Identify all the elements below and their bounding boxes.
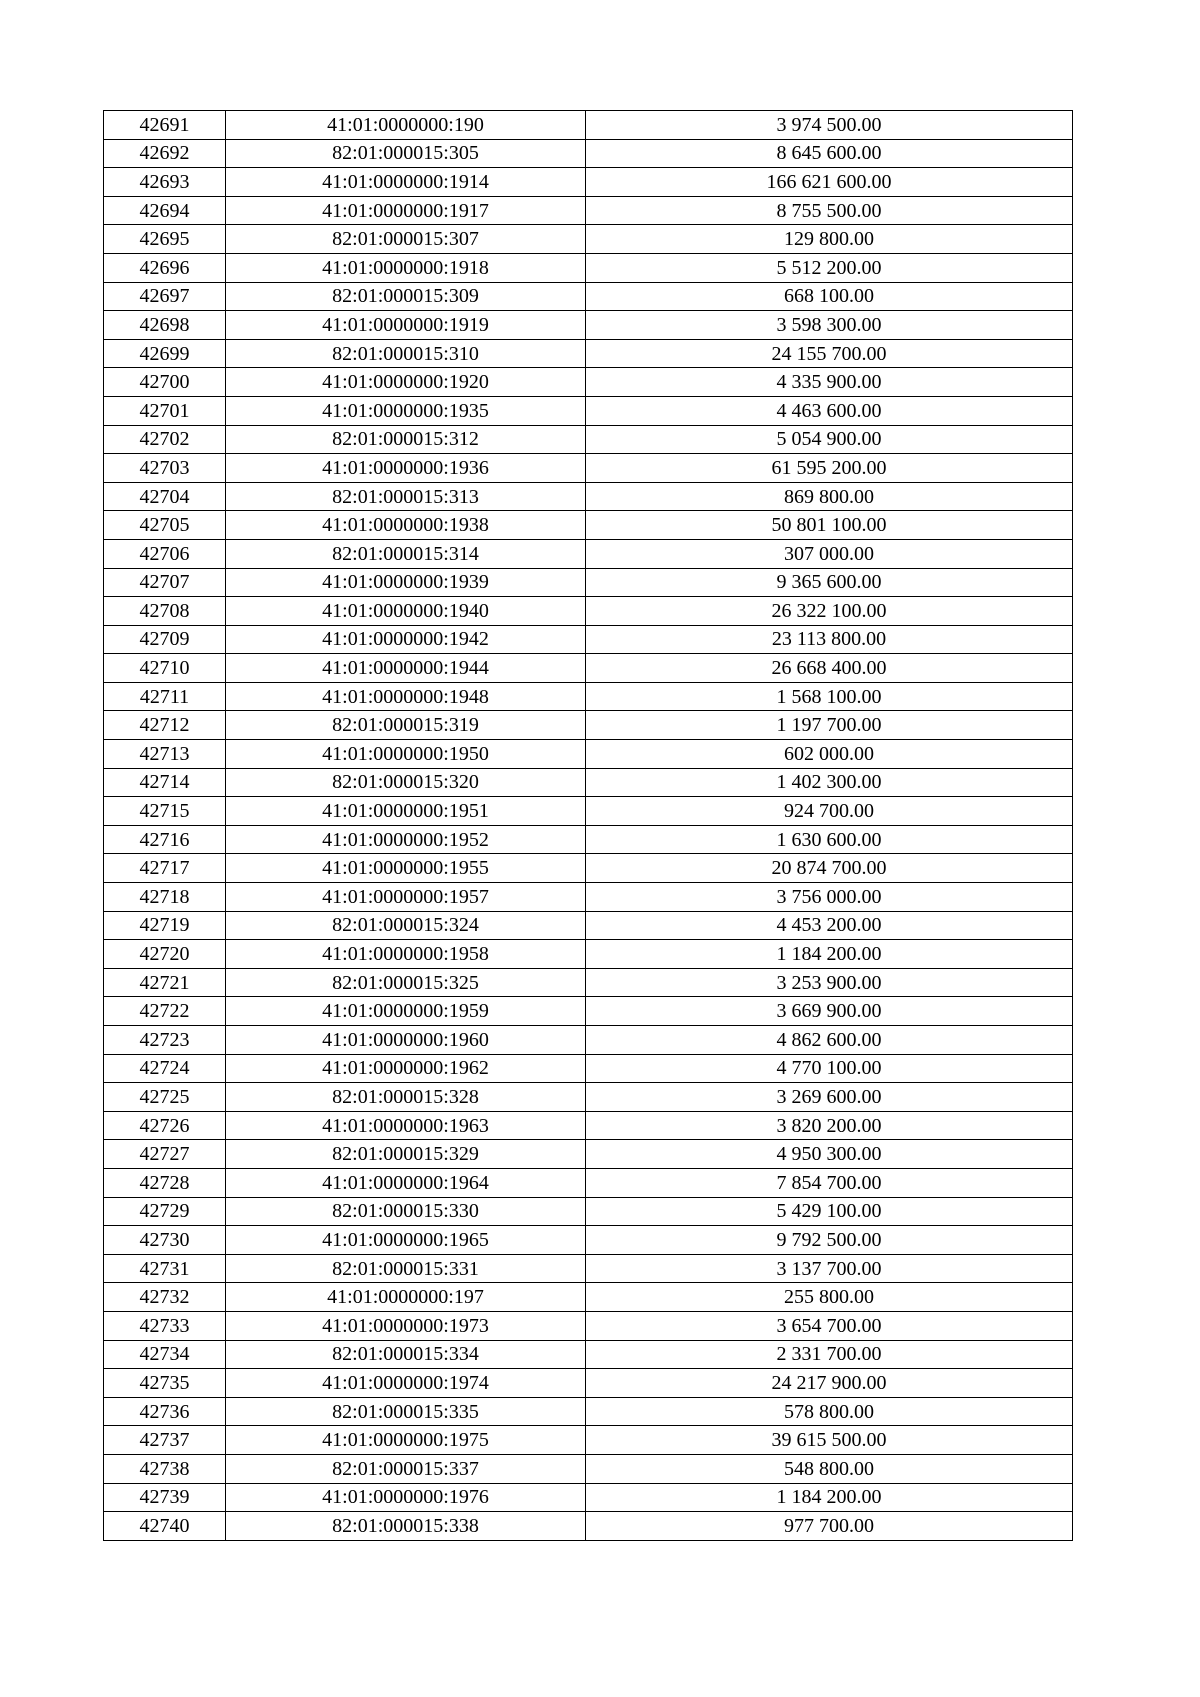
cadastral-value-cell: 5 054 900.00 xyxy=(586,425,1073,454)
cadastral-value-cell: 3 820 200.00 xyxy=(586,1111,1073,1140)
table-row xyxy=(104,854,1073,883)
row-number-cell: 42703 xyxy=(104,454,226,483)
cadastral-value-cell: 1 184 200.00 xyxy=(586,1483,1073,1512)
cadastral-number-cell: 41:01:0000000:1942 xyxy=(226,625,586,654)
cadastral-number-cell: 41:01:0000000:1962 xyxy=(226,1054,586,1083)
table-row xyxy=(104,396,1073,425)
row-number-cell: 42692 xyxy=(104,139,226,168)
cadastral-value-cell: 869 800.00 xyxy=(586,482,1073,511)
row-number-cell: 42730 xyxy=(104,1226,226,1255)
cadastral-value-cell: 9 792 500.00 xyxy=(586,1226,1073,1255)
row-number-cell: 42707 xyxy=(104,568,226,597)
row-number-cell: 42702 xyxy=(104,425,226,454)
table-row xyxy=(104,1111,1073,1140)
cadastral-number-cell: 41:01:0000000:1965 xyxy=(226,1226,586,1255)
cadastral-value-cell: 61 595 200.00 xyxy=(586,454,1073,483)
row-number-cell: 42719 xyxy=(104,911,226,940)
cadastral-value-cell: 602 000.00 xyxy=(586,740,1073,769)
cadastral-value-cell: 26 668 400.00 xyxy=(586,654,1073,683)
cadastral-value-cell: 3 654 700.00 xyxy=(586,1311,1073,1340)
row-number-cell: 42734 xyxy=(104,1340,226,1369)
row-number-cell: 42738 xyxy=(104,1454,226,1483)
row-number-cell: 42710 xyxy=(104,654,226,683)
row-number-cell: 42716 xyxy=(104,825,226,854)
table-row xyxy=(104,1483,1073,1512)
cadastral-number-cell: 41:01:0000000:1936 xyxy=(226,454,586,483)
table-row xyxy=(104,111,1073,140)
cadastral-number-cell: 41:01:0000000:1914 xyxy=(226,168,586,197)
table-row xyxy=(104,1168,1073,1197)
table-row xyxy=(104,1026,1073,1055)
row-number-cell: 42698 xyxy=(104,311,226,340)
table-row xyxy=(104,768,1073,797)
cadastral-value-cell: 3 269 600.00 xyxy=(586,1083,1073,1112)
cadastral-value-cell: 50 801 100.00 xyxy=(586,511,1073,540)
table-row xyxy=(104,139,1073,168)
table-row xyxy=(104,196,1073,225)
table-row xyxy=(104,597,1073,626)
cadastral-value-cell: 9 365 600.00 xyxy=(586,568,1073,597)
cadastral-value-cell: 166 621 600.00 xyxy=(586,168,1073,197)
row-number-cell: 42708 xyxy=(104,597,226,626)
row-number-cell: 42729 xyxy=(104,1197,226,1226)
cadastral-number-cell: 41:01:0000000:1976 xyxy=(226,1483,586,1512)
table-row xyxy=(104,482,1073,511)
cadastral-number-cell: 82:01:000015:337 xyxy=(226,1454,586,1483)
cadastral-number-cell: 82:01:000015:334 xyxy=(226,1340,586,1369)
cadastral-value-cell: 1 630 600.00 xyxy=(586,825,1073,854)
cadastral-value-cell: 668 100.00 xyxy=(586,282,1073,311)
cadastral-number-cell: 82:01:000015:310 xyxy=(226,339,586,368)
cadastral-value-cell: 1 402 300.00 xyxy=(586,768,1073,797)
cadastral-value-cell: 3 598 300.00 xyxy=(586,311,1073,340)
row-number-cell: 42696 xyxy=(104,253,226,282)
table-row xyxy=(104,568,1073,597)
table-row xyxy=(104,1369,1073,1398)
cadastral-value-cell: 4 463 600.00 xyxy=(586,396,1073,425)
cadastral-value-cell: 24 217 900.00 xyxy=(586,1369,1073,1398)
table-row xyxy=(104,511,1073,540)
cadastral-value-cell: 3 756 000.00 xyxy=(586,883,1073,912)
cadastral-number-cell: 82:01:000015:312 xyxy=(226,425,586,454)
cadastral-number-cell: 41:01:0000000:1957 xyxy=(226,883,586,912)
cadastral-number-cell: 82:01:000015:313 xyxy=(226,482,586,511)
cadastral-value-table xyxy=(103,110,1073,1541)
table-row xyxy=(104,1454,1073,1483)
table-row xyxy=(104,654,1073,683)
cadastral-number-cell: 82:01:000015:324 xyxy=(226,911,586,940)
table-row xyxy=(104,425,1073,454)
cadastral-number-cell: 41:01:0000000:1920 xyxy=(226,368,586,397)
row-number-cell: 42711 xyxy=(104,682,226,711)
cadastral-value-cell: 3 137 700.00 xyxy=(586,1254,1073,1283)
table-row xyxy=(104,1512,1073,1541)
cadastral-value-cell: 8 645 600.00 xyxy=(586,139,1073,168)
table-row xyxy=(104,1283,1073,1312)
cadastral-number-cell: 41:01:0000000:1917 xyxy=(226,196,586,225)
row-number-cell: 42714 xyxy=(104,768,226,797)
table-row xyxy=(104,1140,1073,1169)
cadastral-number-cell: 41:01:0000000:1938 xyxy=(226,511,586,540)
row-number-cell: 42691 xyxy=(104,111,226,140)
cadastral-number-cell: 41:01:0000000:1918 xyxy=(226,253,586,282)
row-number-cell: 42700 xyxy=(104,368,226,397)
cadastral-number-cell: 41:01:0000000:1950 xyxy=(226,740,586,769)
cadastral-value-cell: 7 854 700.00 xyxy=(586,1168,1073,1197)
cadastral-value-cell: 578 800.00 xyxy=(586,1397,1073,1426)
cadastral-number-cell: 41:01:0000000:1958 xyxy=(226,940,586,969)
table-row xyxy=(104,682,1073,711)
row-number-cell: 42693 xyxy=(104,168,226,197)
row-number-cell: 42699 xyxy=(104,339,226,368)
table-row xyxy=(104,1054,1073,1083)
cadastral-number-cell: 82:01:000015:320 xyxy=(226,768,586,797)
cadastral-value-cell: 129 800.00 xyxy=(586,225,1073,254)
table-row xyxy=(104,253,1073,282)
cadastral-number-cell: 82:01:000015:314 xyxy=(226,539,586,568)
row-number-cell: 42709 xyxy=(104,625,226,654)
table-row xyxy=(104,711,1073,740)
row-number-cell: 42712 xyxy=(104,711,226,740)
table-row xyxy=(104,225,1073,254)
cadastral-number-cell: 41:01:0000000:1952 xyxy=(226,825,586,854)
cadastral-number-cell: 41:01:0000000:1955 xyxy=(226,854,586,883)
table-row xyxy=(104,1311,1073,1340)
cadastral-number-cell: 82:01:000015:335 xyxy=(226,1397,586,1426)
cadastral-number-cell: 82:01:000015:307 xyxy=(226,225,586,254)
table-row xyxy=(104,311,1073,340)
row-number-cell: 42739 xyxy=(104,1483,226,1512)
row-number-cell: 42722 xyxy=(104,997,226,1026)
row-number-cell: 42732 xyxy=(104,1283,226,1312)
row-number-cell: 42728 xyxy=(104,1168,226,1197)
cadastral-number-cell: 82:01:000015:331 xyxy=(226,1254,586,1283)
table-row xyxy=(104,539,1073,568)
table-row xyxy=(104,1426,1073,1455)
table-row xyxy=(104,997,1073,1026)
row-number-cell: 42715 xyxy=(104,797,226,826)
table-row xyxy=(104,625,1073,654)
cadastral-value-cell: 5 429 100.00 xyxy=(586,1197,1073,1226)
cadastral-number-cell: 82:01:000015:319 xyxy=(226,711,586,740)
table-row xyxy=(104,740,1073,769)
table-row xyxy=(104,940,1073,969)
cadastral-value-cell: 39 615 500.00 xyxy=(586,1426,1073,1455)
table-row xyxy=(104,1340,1073,1369)
cadastral-number-cell: 82:01:000015:305 xyxy=(226,139,586,168)
row-number-cell: 42694 xyxy=(104,196,226,225)
table-row xyxy=(104,1397,1073,1426)
cadastral-value-cell: 2 331 700.00 xyxy=(586,1340,1073,1369)
table-body xyxy=(104,111,1073,1541)
cadastral-number-cell: 41:01:0000000:1919 xyxy=(226,311,586,340)
cadastral-value-cell: 8 755 500.00 xyxy=(586,196,1073,225)
cadastral-value-cell: 1 568 100.00 xyxy=(586,682,1073,711)
row-number-cell: 42727 xyxy=(104,1140,226,1169)
table-row xyxy=(104,454,1073,483)
cadastral-value-cell: 307 000.00 xyxy=(586,539,1073,568)
row-number-cell: 42695 xyxy=(104,225,226,254)
row-number-cell: 42724 xyxy=(104,1054,226,1083)
row-number-cell: 42718 xyxy=(104,883,226,912)
row-number-cell: 42733 xyxy=(104,1311,226,1340)
cadastral-value-cell: 1 197 700.00 xyxy=(586,711,1073,740)
cadastral-number-cell: 41:01:0000000:1951 xyxy=(226,797,586,826)
cadastral-number-cell: 82:01:000015:329 xyxy=(226,1140,586,1169)
row-number-cell: 42723 xyxy=(104,1026,226,1055)
table-row xyxy=(104,911,1073,940)
table-row xyxy=(104,339,1073,368)
cadastral-value-cell: 3 669 900.00 xyxy=(586,997,1073,1026)
cadastral-number-cell: 41:01:0000000:1944 xyxy=(226,654,586,683)
cadastral-number-cell: 82:01:000015:338 xyxy=(226,1512,586,1541)
table-row xyxy=(104,1197,1073,1226)
cadastral-value-cell: 255 800.00 xyxy=(586,1283,1073,1312)
cadastral-number-cell: 41:01:0000000:1973 xyxy=(226,1311,586,1340)
cadastral-value-cell: 3 253 900.00 xyxy=(586,968,1073,997)
row-number-cell: 42705 xyxy=(104,511,226,540)
table-row xyxy=(104,168,1073,197)
cadastral-number-cell: 41:01:0000000:1975 xyxy=(226,1426,586,1455)
cadastral-number-cell: 41:01:0000000:1963 xyxy=(226,1111,586,1140)
cadastral-number-cell: 41:01:0000000:1940 xyxy=(226,597,586,626)
row-number-cell: 42736 xyxy=(104,1397,226,1426)
row-number-cell: 42740 xyxy=(104,1512,226,1541)
table-row xyxy=(104,1226,1073,1255)
cadastral-value-cell: 24 155 700.00 xyxy=(586,339,1073,368)
table-row xyxy=(104,797,1073,826)
table-row xyxy=(104,883,1073,912)
cadastral-value-cell: 23 113 800.00 xyxy=(586,625,1073,654)
cadastral-number-cell: 41:01:0000000:1960 xyxy=(226,1026,586,1055)
cadastral-value-cell: 977 700.00 xyxy=(586,1512,1073,1541)
table-row xyxy=(104,368,1073,397)
cadastral-number-cell: 41:01:0000000:1939 xyxy=(226,568,586,597)
cadastral-value-cell: 4 950 300.00 xyxy=(586,1140,1073,1169)
row-number-cell: 42725 xyxy=(104,1083,226,1112)
cadastral-value-cell: 924 700.00 xyxy=(586,797,1073,826)
row-number-cell: 42704 xyxy=(104,482,226,511)
row-number-cell: 42706 xyxy=(104,539,226,568)
row-number-cell: 42737 xyxy=(104,1426,226,1455)
row-number-cell: 42697 xyxy=(104,282,226,311)
cadastral-value-cell: 1 184 200.00 xyxy=(586,940,1073,969)
cadastral-value-cell: 548 800.00 xyxy=(586,1454,1073,1483)
cadastral-number-cell: 82:01:000015:328 xyxy=(226,1083,586,1112)
table-row xyxy=(104,1254,1073,1283)
row-number-cell: 42735 xyxy=(104,1369,226,1398)
row-number-cell: 42731 xyxy=(104,1254,226,1283)
table-row xyxy=(104,1083,1073,1112)
cadastral-value-cell: 4 862 600.00 xyxy=(586,1026,1073,1055)
cadastral-value-cell: 5 512 200.00 xyxy=(586,253,1073,282)
cadastral-number-cell: 41:01:0000000:1935 xyxy=(226,396,586,425)
cadastral-number-cell: 41:01:0000000:197 xyxy=(226,1283,586,1312)
cadastral-number-cell: 82:01:000015:330 xyxy=(226,1197,586,1226)
row-number-cell: 42701 xyxy=(104,396,226,425)
row-number-cell: 42713 xyxy=(104,740,226,769)
cadastral-number-cell: 41:01:0000000:1974 xyxy=(226,1369,586,1398)
cadastral-value-cell: 3 974 500.00 xyxy=(586,111,1073,140)
table-row xyxy=(104,825,1073,854)
cadastral-value-cell: 4 453 200.00 xyxy=(586,911,1073,940)
cadastral-number-cell: 41:01:0000000:1948 xyxy=(226,682,586,711)
cadastral-number-cell: 82:01:000015:325 xyxy=(226,968,586,997)
cadastral-value-cell: 26 322 100.00 xyxy=(586,597,1073,626)
cadastral-number-cell: 41:01:0000000:190 xyxy=(226,111,586,140)
cadastral-number-cell: 82:01:000015:309 xyxy=(226,282,586,311)
row-number-cell: 42721 xyxy=(104,968,226,997)
table-row xyxy=(104,282,1073,311)
cadastral-value-cell: 4 770 100.00 xyxy=(586,1054,1073,1083)
cadastral-number-cell: 41:01:0000000:1964 xyxy=(226,1168,586,1197)
row-number-cell: 42717 xyxy=(104,854,226,883)
row-number-cell: 42726 xyxy=(104,1111,226,1140)
cadastral-value-cell: 20 874 700.00 xyxy=(586,854,1073,883)
cadastral-value-cell: 4 335 900.00 xyxy=(586,368,1073,397)
row-number-cell: 42720 xyxy=(104,940,226,969)
cadastral-number-cell: 41:01:0000000:1959 xyxy=(226,997,586,1026)
table-row xyxy=(104,968,1073,997)
